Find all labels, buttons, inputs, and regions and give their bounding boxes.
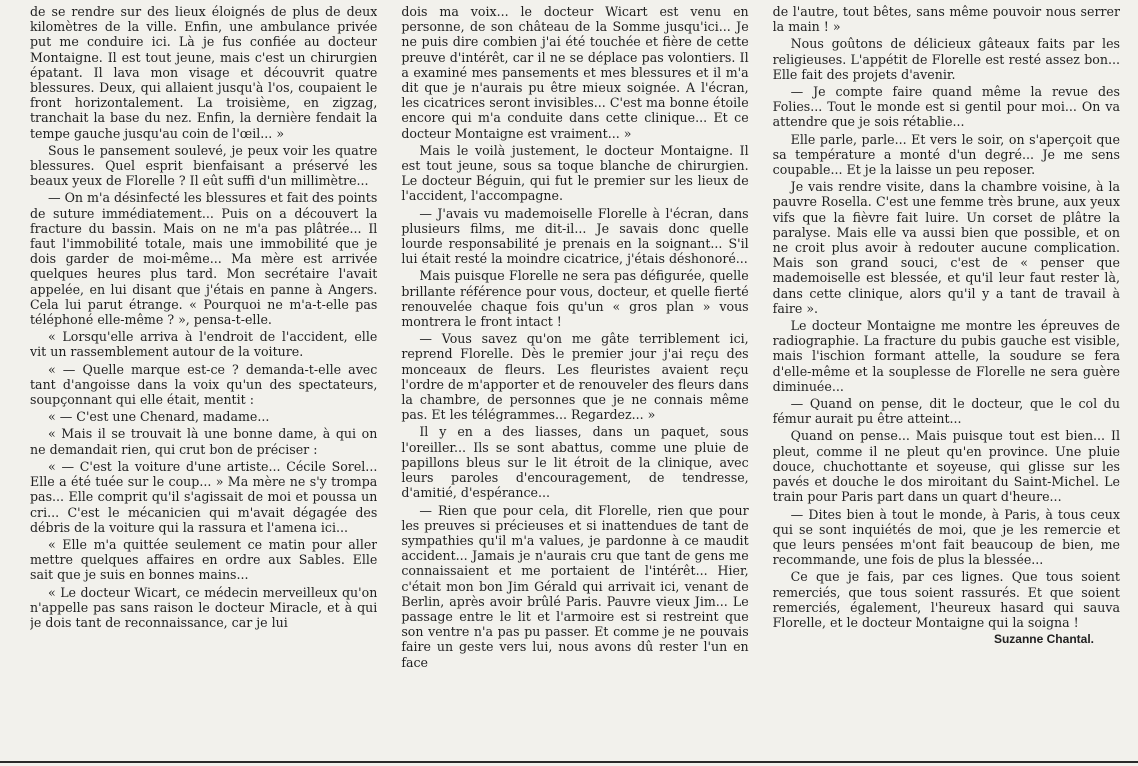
article-paragraph: Mais puisque Florelle ne sera pas défigurée, quelle brillante référence pour vous, docteur, et quelle fierté renouvelée chaque fois qu'un « gros plan » vous montrera le front intact ! (401, 268, 749, 330)
article-paragraph: « — Quelle marque est-ce ? demanda-t-elle avec tant d'angoisse dans la voix qu'un des spectateurs, soupçonnant qui elle était, mentit : (30, 361, 378, 408)
article-column-1 (30, 4, 377, 756)
article-paragraph: — Je compte faire quand même la revue des Folies... Tout le monde est si gentil pour moi... On va attendre que je sois rétablie... (772, 84, 1120, 130)
article-paragraph: de se rendre sur des lieux éloignés de plus de deux kilomètres de la ville. Enfin, une ambulance privée put me conduire ici. Là je fus confiée au docteur Montaigne. Il est tout jeune, mais c'est un chirurgien épatant. Il lava mon visage et découvrit quatre blessures. Deux, qui allaient jusqu'à l'os, coupaient le front horizontalement. La troisième, en zigzag, tranchait la base du nez. Enfin, la dernière fendait la tempe gauche jusqu'au coin de l'œil... » (30, 4, 378, 141)
article-paragraph: Quand on pense... Mais puisque tout est bien... Il pleut, comme il ne pleut qu'en province. Une pluie douce, chuchottante et soyeuse, qui glisse sur les pavés et douche le dos miroitant du Saint-Michel. Le train pour Paris part dans un quart d'heure... (772, 428, 1120, 505)
article-columns (30, 4, 1120, 756)
article-paragraph: Il y en a des liasses, dans un paquet, sous l'oreiller... Ils se sont abattus, comme une pluie de papillons bleus sur le lit étroit de la clinique, avec leurs paroles d'encouragement, de tendresse, d'amitié, d'espérance... (401, 424, 749, 501)
author-signature: Suzanne Chantal. (993, 632, 1094, 647)
article-paragraph: de l'autre, tout bêtes, sans même pouvoir nous serrer la main ! » (772, 4, 1120, 35)
article-paragraph: — On m'a désinfecté les blessures et fait des points de suture immédiatement... Puis on a découvert la fracture du bassin. Mais on ne m'a pas plâtrée... Il faut l'immobilité totale, mais une immobilité que je dois garder de moi-même... Ma mère est arrivée quelques heures plus tard. Mon secrétaire l'avait appelée, en lui disant que j'étais en panne à Angers. Cela lui parut étrange. « Pourquoi ne m'a-t-elle pas téléphoné elle-même ? », pensa-t-elle. (30, 190, 378, 328)
article-paragraph: Ce que je fais, par ces lignes. Que tous soient remerciés, que tous soient rassurés. Et que soient remerciés, également, l'heureux hasard qui sauva Florelle, et le docteur Montaigne qui la soigna ! (772, 569, 1120, 630)
article-paragraph: Je vais rendre visite, dans la chambre voisine, à la pauvre Rosella. C'est une femme très brune, aux yeux vifs que la fièvre fait luire. Un corset de plâtre la paralyse. Mais elle va aussi bien que possible, et on ne croit plus avoir à redouter aucune complication. Mais son grand souci, c'est de « penser que mademoiselle est blessée, et qu'il leur faut rester là, dans cette clinique, alors qu'il y a tant de travail à faire ». (772, 179, 1120, 316)
article-paragraph: — Dites bien à tout le monde, à Paris, à tous ceux qui se sont inquiétés de moi, que je les remercie et que leurs pensées m'ont fait beaucoup de bien, me recommande, une fois de plus la blessée... (772, 506, 1120, 568)
article-paragraph: — Quand on pense, dit le docteur, que le col du fémur aurait pu être atteint... (772, 396, 1120, 427)
article-paragraph: « Lorsqu'elle arriva à l'endroit de l'accident, elle vit un rassemblement autour de la voiture. (30, 329, 378, 360)
article-paragraph: Mais le voilà justement, le docteur Montaigne. Il est tout jeune, sous sa toque blanche de chirurgien. Le docteur Béguin, qui fut le premier sur les lieux de l'accident, l'accompagne. (401, 142, 749, 204)
article-paragraph: — Vous savez qu'on me gâte terriblement ici, reprend Florelle. Dès le premier jour j'ai reçu des monceaux de fleurs. Les fleuristes avaient reçu l'ordre de m'apporter et de renouveler des fleurs dans la chambre, de personnes que je ne connais même pas. Et les télégrammes... Regardez... » (401, 331, 749, 423)
article-paragraph: dois ma voix... le docteur Wicart est venu en personne, de son château de la Somme jusqu'ici... Je ne puis dire combien j'ai été touchée et fière de cette preuve d'intérêt, car il ne se déplace pas volontiers. Il a examiné mes pansements et mes blessures et il m'a dit que je n'aurais pu être mieux soignée. A l'écran, les cicatrices seront invisibles... C'est ma bonne étoile encore qui m'a conduite dans cette clinique... Et ce docteur Montaigne est vraiment... » (401, 4, 749, 141)
article-column-2 (401, 4, 748, 756)
article-paragraph: « Le docteur Wicart, ce médecin merveilleux qu'on n'appelle pas sans raison le docteur Miracle, et à qui je dois tant de reconnaissance, car je lui (30, 584, 378, 630)
article-paragraph: Elle parle, parle... Et vers le soir, on s'aperçoit que sa température a monté d'un degré... Je me sens coupable... Et je la laisse un peu reposer. (772, 131, 1120, 178)
article-paragraph: Le docteur Montaigne me montre les épreuves de radiographie. La fracture du pubis gauche est visible, mais l'ischion formant attelle, la soudure se fera d'elle-même et la souplesse de Florelle ne sera guère diminuée... (772, 318, 1120, 394)
article-paragraph: — J'avais vu mademoiselle Florelle à l'écran, dans plusieurs films, me dit-il... Je savais donc quelle lourde responsabilité je prenais en la soignant... S'il lui était resté la moindre cicatrice, j'étais déshonoré... (401, 205, 749, 267)
article-paragraph: « Mais il se trouvait là une bonne dame, à qui on ne demandait rien, qui crut bon de préciser : (30, 426, 378, 457)
article-paragraph: Nous goûtons de délicieux gâteaux faits par les religieuses. L'appétit de Florelle est resté assez bon... Elle fait des projets d'avenir. (772, 36, 1120, 82)
article-paragraph: « Elle m'a quittée seulement ce matin pour aller mettre quelques affaires en ordre aux Sables. Elle sait que je suis en bonnes mains... (30, 536, 378, 583)
article-paragraph: « — C'est la voiture d'une artiste... Cécile Sorel... Elle a été tuée sur le coup... » Ma mère ne s'y trompa pas... Elle comprit qu'il s'agissait de moi et poussa un cri... C'est le mécanicien qui m'avait dégagée des débris de la voiture qui la rassura et l'amena ici... (30, 458, 378, 535)
article-paragraph: « — C'est une Chenard, madame... (48, 409, 270, 425)
article-column-3 (773, 4, 1120, 756)
bottom-rule (0, 761, 1138, 763)
article-paragraph: — Rien que pour cela, dit Florelle, rien que pour les preuves si précieuses et si inattendues de tant de sympathies qu'il m'a values, je pardonne à ce maudit accident... Jamais je n'aurais cru que tant de gens me connaissaient et me portaient de l'intérêt... Hier, c'était mon bon Jim Gérald qui arrivait ici, venant de Berlin, après avoir brûlé Paris. Pauvre vieux Jim... Le passage entre le lit et l'armoire est si restreint que son ventre n'a pas pu passer. Et comme je ne pouvais faire un geste vers lui, nous avons dû rester l'un en face (401, 502, 749, 670)
article-paragraph: Sous le pansement soulevé, je peux voir les quatre blessures. Quel esprit bienfaisant a préservé les beaux yeux de Florelle ? Il eût suffi d'un millimètre... (30, 142, 378, 189)
